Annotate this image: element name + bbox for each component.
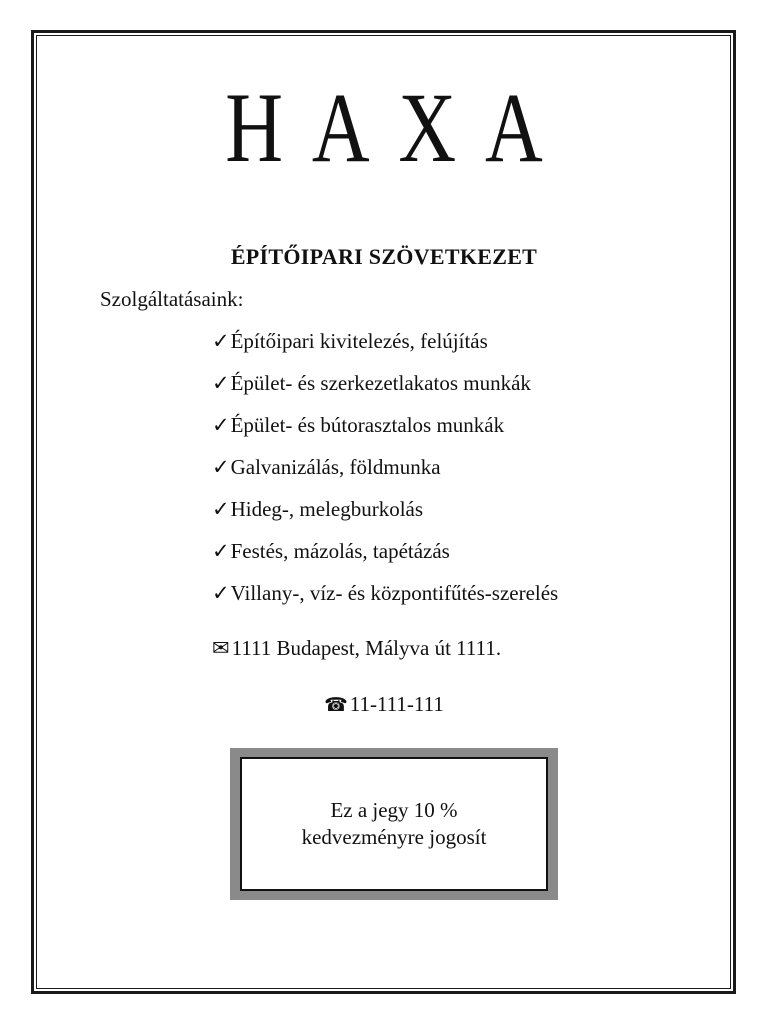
services-label: Szolgáltatásaink: [100,287,244,311]
checkmark-icon: ✓ [212,539,230,563]
service-item [212,411,558,453]
company-subtitle: ÉPÍTŐIPARI SZÖVETKEZET [230,244,538,269]
address-line [212,636,501,661]
checkmark-icon: ✓ [212,371,230,395]
checkmark-icon: ✓ [212,455,230,479]
service-item [212,495,558,537]
service-item [212,327,558,369]
checkmark-icon: ✓ [212,329,230,353]
coupon-line-1: Ez a jegy 10 % [330,798,458,822]
address-text: 1111 Budapest, Mályva út 1111. [231,636,502,660]
service-item [212,537,558,579]
company-logo: HAXA [225,72,572,183]
service-item [212,369,558,411]
services-list [212,327,558,621]
service-item [212,453,558,495]
checkmark-icon: ✓ [212,581,230,605]
service-text: Festés, mázolás, tapétázás [230,539,450,563]
service-text: Hideg-, melegburkolás [230,497,424,521]
coupon-box [240,757,548,891]
service-text: Galvanizálás, földmunka [230,455,441,479]
coupon-line-2: kedvezményre jogosít [301,825,487,849]
telephone-icon: ☎ [324,695,348,716]
service-item [212,579,558,621]
service-text: Épület- és szerkezetlakatos munkák [230,371,531,395]
phone-text: 11-111-111 [349,692,444,716]
checkmark-icon: ✓ [212,413,230,437]
phone-line [0,692,768,717]
envelope-icon: ✉ [212,636,230,660]
service-text: Épület- és bútorasztalos munkák [230,413,505,437]
service-text: Építőipari kivitelezés, felújítás [230,329,488,353]
checkmark-icon: ✓ [212,497,230,521]
service-text: Villany-, víz- és központifűtés-szerelés [230,581,559,605]
